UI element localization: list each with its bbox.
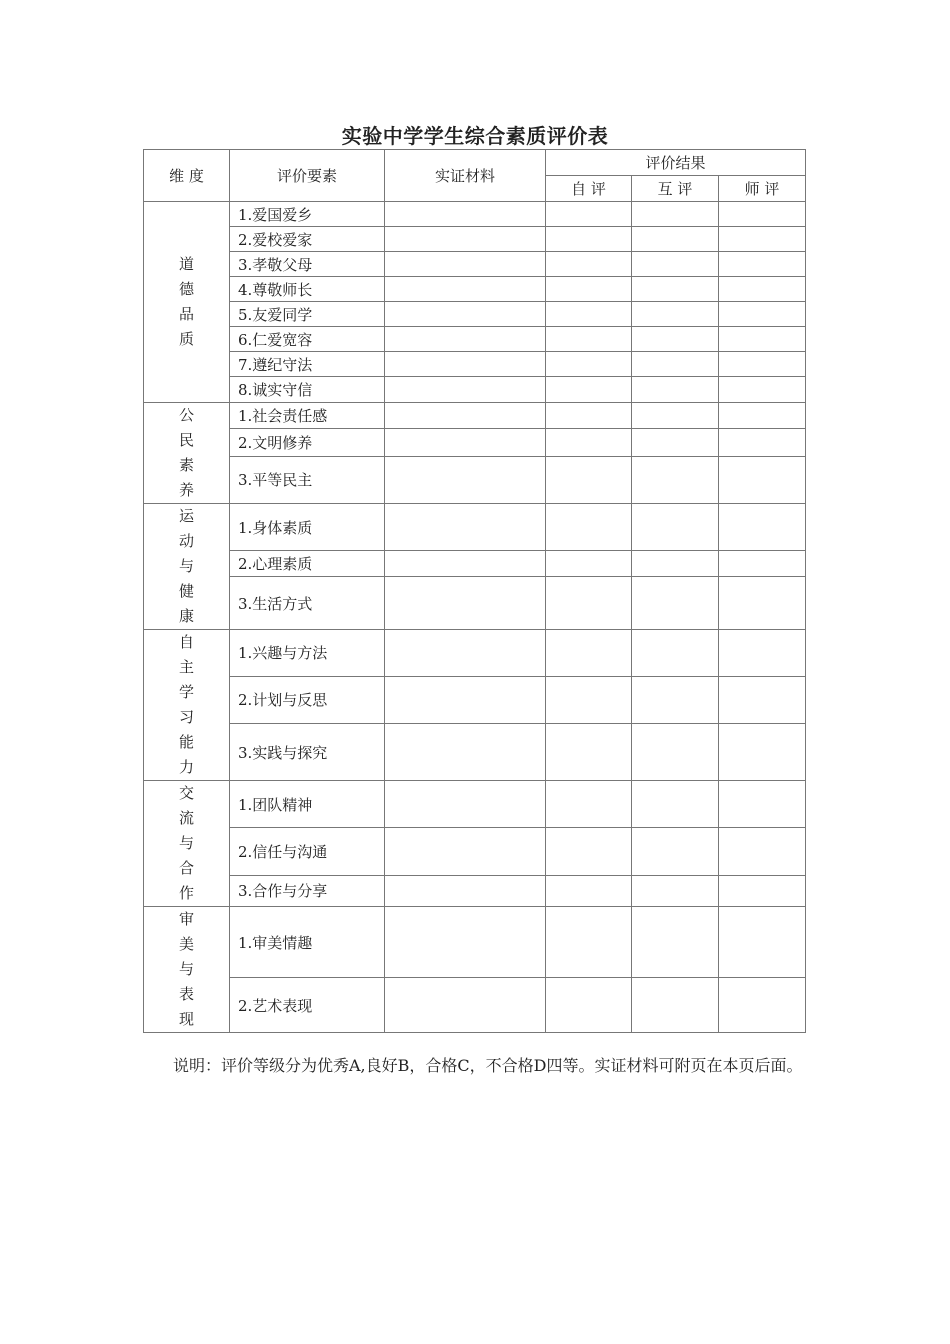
element-cell: 2.文明修养	[230, 429, 385, 456]
evidence-cell[interactable]	[385, 277, 546, 302]
element-cell: 7.遵纪守法	[230, 352, 385, 377]
table-row	[144, 630, 806, 677]
peer-eval-cell[interactable]	[632, 875, 719, 906]
element-cell: 2.计划与反思	[230, 676, 385, 724]
dimension-char: 表	[178, 985, 194, 1003]
element-cell: 1.团队精神	[230, 781, 385, 828]
table-row	[144, 978, 806, 1033]
evidence-cell[interactable]	[385, 429, 546, 456]
header-evidence: 实证材料	[385, 150, 546, 202]
element-cell: 4.尊敬师长	[230, 277, 385, 302]
peer-eval-cell[interactable]	[632, 302, 719, 327]
self-eval-cell[interactable]	[546, 875, 632, 906]
dimension-char: 自	[178, 633, 194, 651]
peer-eval-cell[interactable]	[632, 551, 719, 577]
self-eval-cell[interactable]	[546, 227, 632, 252]
evidence-cell[interactable]	[385, 907, 546, 978]
evidence-cell[interactable]	[385, 403, 546, 429]
table-row	[144, 277, 806, 302]
dimension-char: 交	[178, 784, 194, 802]
dimension-char: 素	[178, 456, 194, 474]
teacher-eval-cell[interactable]	[719, 302, 806, 327]
page-title: 实验中学学生综合素质评价表	[341, 124, 609, 148]
element-cell: 3.实践与探究	[230, 724, 385, 781]
evidence-cell[interactable]	[385, 551, 546, 577]
peer-eval-cell[interactable]	[632, 978, 719, 1033]
dimension-char: 运	[178, 507, 194, 525]
dimension-cell	[144, 781, 230, 907]
teacher-eval-cell[interactable]	[719, 828, 806, 875]
dimension-cell	[144, 202, 230, 403]
dimension-cell	[144, 630, 230, 781]
table-row	[144, 907, 806, 978]
element-cell: 1.审美情趣	[230, 907, 385, 978]
self-eval-cell[interactable]	[546, 551, 632, 577]
evidence-cell[interactable]	[385, 227, 546, 252]
dimension-char: 能	[178, 733, 194, 751]
dimension-char: 作	[178, 884, 194, 902]
peer-eval-cell[interactable]	[632, 456, 719, 503]
evidence-cell[interactable]	[385, 978, 546, 1033]
element-cell: 1.爱国爱乡	[230, 202, 385, 227]
header-dimension: 维 度	[144, 150, 230, 202]
peer-eval-cell[interactable]	[632, 676, 719, 724]
element-cell: 2.信任与沟通	[230, 828, 385, 875]
teacher-eval-cell[interactable]	[719, 781, 806, 828]
teacher-eval-cell[interactable]	[719, 277, 806, 302]
teacher-eval-cell[interactable]	[719, 202, 806, 227]
self-eval-cell[interactable]	[546, 377, 632, 403]
evidence-cell[interactable]	[385, 676, 546, 724]
dimension-char: 养	[178, 481, 194, 499]
teacher-eval-cell[interactable]	[719, 978, 806, 1033]
dimension-char: 力	[178, 758, 194, 776]
table-row	[144, 828, 806, 875]
teacher-eval-cell[interactable]	[719, 724, 806, 781]
dimension-char: 合	[178, 859, 194, 877]
dimension-char: 民	[178, 431, 194, 449]
evidence-cell[interactable]	[385, 781, 546, 828]
teacher-eval-cell[interactable]	[719, 352, 806, 377]
peer-eval-cell[interactable]	[632, 202, 719, 227]
teacher-eval-cell[interactable]	[719, 577, 806, 630]
peer-eval-cell[interactable]	[632, 377, 719, 403]
peer-eval-cell[interactable]	[632, 504, 719, 551]
table-row	[144, 252, 806, 277]
teacher-eval-cell[interactable]	[719, 504, 806, 551]
peer-eval-cell[interactable]	[632, 352, 719, 377]
evidence-cell[interactable]	[385, 252, 546, 277]
dimension-cell	[144, 907, 230, 1033]
table-row	[144, 504, 806, 551]
self-eval-cell[interactable]	[546, 676, 632, 724]
element-cell: 1.社会责任感	[230, 403, 385, 429]
evidence-cell[interactable]	[385, 327, 546, 352]
table-row	[144, 724, 806, 781]
header-result: 评价结果	[546, 150, 806, 176]
element-cell: 3.合作与分享	[230, 875, 385, 906]
dimension-char: 主	[178, 658, 194, 676]
self-eval-cell[interactable]	[546, 978, 632, 1033]
teacher-eval-cell[interactable]	[719, 377, 806, 403]
table-row	[144, 577, 806, 630]
header-peer: 互 评	[632, 176, 719, 202]
peer-eval-cell[interactable]	[632, 277, 719, 302]
element-cell: 1.兴趣与方法	[230, 630, 385, 677]
peer-eval-cell[interactable]	[632, 429, 719, 456]
evidence-cell[interactable]	[385, 377, 546, 403]
header-teacher: 师 评	[719, 176, 806, 202]
element-cell: 3.孝敬父母	[230, 252, 385, 277]
self-eval-cell[interactable]	[546, 456, 632, 503]
peer-eval-cell[interactable]	[632, 252, 719, 277]
self-eval-cell[interactable]	[546, 577, 632, 630]
dimension-cell	[144, 403, 230, 504]
element-cell: 6.仁爱宽容	[230, 327, 385, 352]
dimension-char: 动	[178, 532, 194, 550]
peer-eval-cell[interactable]	[632, 227, 719, 252]
teacher-eval-cell[interactable]	[719, 227, 806, 252]
table-row	[144, 875, 806, 906]
header-self: 自 评	[546, 176, 632, 202]
evidence-cell[interactable]	[385, 302, 546, 327]
teacher-eval-cell[interactable]	[719, 403, 806, 429]
self-eval-cell[interactable]	[546, 277, 632, 302]
dimension-char: 审	[178, 910, 194, 928]
teacher-eval-cell[interactable]	[719, 252, 806, 277]
table-row	[144, 302, 806, 327]
self-eval-cell[interactable]	[546, 724, 632, 781]
self-eval-cell[interactable]	[546, 828, 632, 875]
dimension-char: 康	[178, 607, 194, 625]
self-eval-cell[interactable]	[546, 202, 632, 227]
self-eval-cell[interactable]	[546, 781, 632, 828]
evidence-cell[interactable]	[385, 875, 546, 906]
element-cell: 2.艺术表现	[230, 978, 385, 1033]
evidence-cell[interactable]	[385, 504, 546, 551]
teacher-eval-cell[interactable]	[719, 676, 806, 724]
element-cell: 8.诚实守信	[230, 377, 385, 403]
teacher-eval-cell[interactable]	[719, 907, 806, 978]
peer-eval-cell[interactable]	[632, 828, 719, 875]
element-cell: 3.平等民主	[230, 456, 385, 503]
teacher-eval-cell[interactable]	[719, 456, 806, 503]
dimension-char: 公	[178, 406, 194, 424]
dimension-cell	[144, 504, 230, 630]
dimension-char: 与	[178, 960, 194, 978]
dimension-char: 与	[178, 834, 194, 852]
header-element: 评价要素	[230, 150, 385, 202]
dimension-char: 与	[178, 557, 194, 575]
dimension-char: 德	[178, 280, 194, 298]
teacher-eval-cell[interactable]	[719, 429, 806, 456]
self-eval-cell[interactable]	[546, 327, 632, 352]
peer-eval-cell[interactable]	[632, 403, 719, 429]
peer-eval-cell[interactable]	[632, 630, 719, 677]
self-eval-cell[interactable]	[546, 302, 632, 327]
evidence-cell[interactable]	[385, 202, 546, 227]
evidence-cell[interactable]	[385, 577, 546, 630]
self-eval-cell[interactable]	[546, 352, 632, 377]
dimension-char: 学	[178, 683, 194, 701]
dimension-char: 品	[178, 305, 194, 323]
table-row	[144, 676, 806, 724]
dimension-char: 美	[178, 935, 194, 953]
teacher-eval-cell[interactable]	[719, 630, 806, 677]
table-row	[144, 227, 806, 252]
table-row	[144, 352, 806, 377]
evidence-cell[interactable]	[385, 828, 546, 875]
note-text: 说明：评价等级分为优秀A,良好B，合格C，不合格D四等。实证材料可附页在本页后面。	[173, 1056, 803, 1075]
table-row	[144, 377, 806, 403]
dimension-char: 流	[178, 809, 194, 827]
teacher-eval-cell[interactable]	[719, 327, 806, 352]
element-cell: 5.友爱同学	[230, 302, 385, 327]
self-eval-cell[interactable]	[546, 630, 632, 677]
evidence-cell[interactable]	[385, 630, 546, 677]
element-cell: 1.身体素质	[230, 504, 385, 551]
self-eval-cell[interactable]	[546, 907, 632, 978]
peer-eval-cell[interactable]	[632, 327, 719, 352]
peer-eval-cell[interactable]	[632, 577, 719, 630]
table-row	[144, 429, 806, 456]
table-row	[144, 456, 806, 503]
peer-eval-cell[interactable]	[632, 907, 719, 978]
table-row	[144, 202, 806, 227]
dimension-char: 习	[178, 708, 194, 726]
evidence-cell[interactable]	[385, 456, 546, 503]
table-row	[144, 781, 806, 828]
evaluation-table	[143, 149, 806, 1033]
self-eval-cell[interactable]	[546, 403, 632, 429]
evidence-cell[interactable]	[385, 352, 546, 377]
element-cell: 2.爱校爱家	[230, 227, 385, 252]
element-cell: 3.生活方式	[230, 577, 385, 630]
evidence-cell[interactable]	[385, 724, 546, 781]
table-row	[144, 403, 806, 429]
table-row	[144, 551, 806, 577]
dimension-char: 质	[178, 330, 194, 348]
teacher-eval-cell[interactable]	[719, 551, 806, 577]
table-row	[144, 327, 806, 352]
peer-eval-cell[interactable]	[632, 781, 719, 828]
dimension-char: 健	[178, 582, 194, 600]
teacher-eval-cell[interactable]	[719, 875, 806, 906]
self-eval-cell[interactable]	[546, 429, 632, 456]
self-eval-cell[interactable]	[546, 504, 632, 551]
dimension-char: 道	[178, 255, 194, 273]
dimension-char: 现	[178, 1010, 194, 1028]
peer-eval-cell[interactable]	[632, 724, 719, 781]
element-cell: 2.心理素质	[230, 551, 385, 577]
self-eval-cell[interactable]	[546, 252, 632, 277]
